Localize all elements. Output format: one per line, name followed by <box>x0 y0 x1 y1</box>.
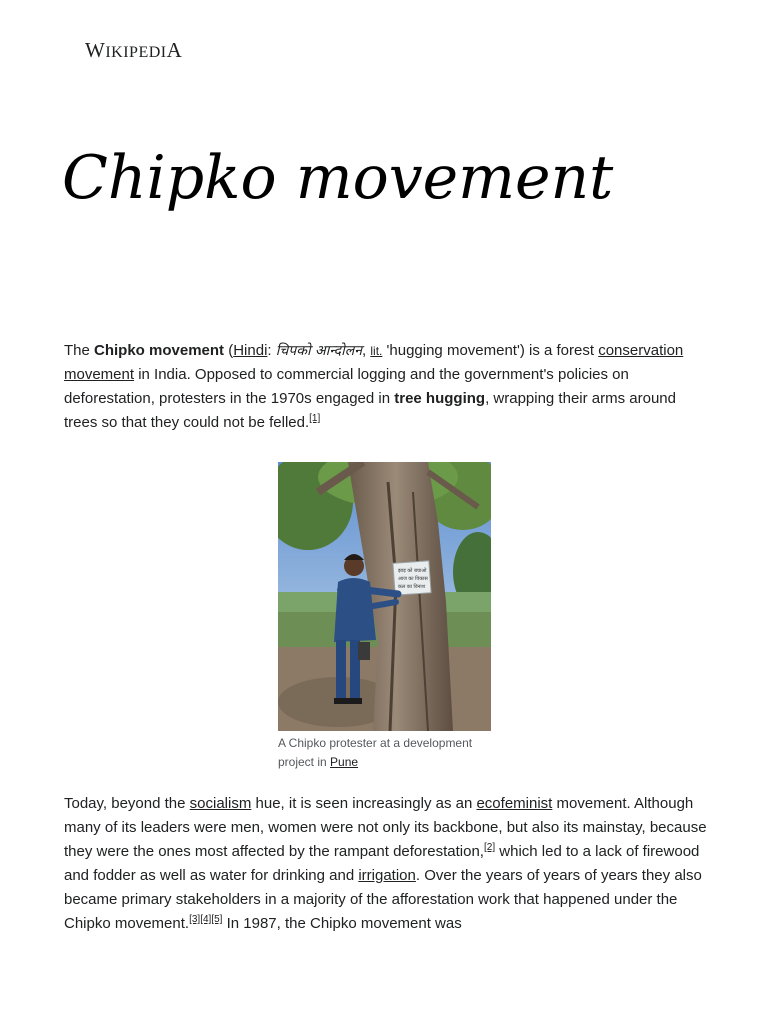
wordmark-last: A <box>166 38 183 62</box>
socialism-link[interactable]: socialism <box>189 795 252 812</box>
protester-photo[interactable] <box>278 462 491 731</box>
intro-text-7: , wrapping their arms around trees so that they could not be felled. <box>64 390 676 431</box>
literally-abbr-link[interactable]: lit. <box>370 344 383 358</box>
intro-text-5: 'hugging movement') is a forest <box>382 342 599 359</box>
body-text-5: . Over the years of years of years they also became primary stakeholders in a majority of the afforestation work that happened under the Chipko movement. <box>64 867 702 932</box>
wikipedia-wordmark[interactable] <box>85 38 182 63</box>
citation-3-5 <box>189 914 222 925</box>
citation-link-2[interactable]: [2] <box>483 842 496 853</box>
citation-link-1[interactable]: [1] <box>309 413 321 424</box>
body-text-4: which led to a lack of firewood and fodder as well as water for drinking and <box>64 843 700 884</box>
intro-text-2: ( <box>224 342 234 359</box>
hindi-link[interactable]: Hindi <box>233 342 268 359</box>
citation-link-3[interactable]: [3] <box>189 914 201 925</box>
intro-text-4: , <box>362 342 371 359</box>
citation-link-4[interactable]: [4] <box>200 914 212 925</box>
wordmark-middle: IKIPEDI <box>105 44 167 61</box>
sign-text-1: झाड़ को बचाओ <box>398 568 427 574</box>
intro-bold-subject: Chipko movement <box>94 342 225 359</box>
article-figure <box>278 462 491 772</box>
citation-link-5[interactable]: [5] <box>211 914 223 925</box>
caption-text: A Chipko protester at a development project in <box>278 736 473 769</box>
ecofeminist-link[interactable]: ecofeminist <box>476 795 553 812</box>
body-text-6: In 1987, the Chipko movement was <box>222 915 462 932</box>
sign-text-2: आज का विकास <box>398 576 428 582</box>
hindi-term: चिपको आन्दोलन <box>275 343 363 359</box>
intro-text-3: : <box>267 342 276 359</box>
citation-2 <box>484 842 495 853</box>
conservation-movement-link[interactable]: conservation movement <box>64 342 684 383</box>
intro-bold-tree-hugging: tree hugging <box>394 390 486 407</box>
body-text-2: hue, it is seen increasingly as an <box>251 795 477 812</box>
citation-1 <box>309 413 320 424</box>
intro-text-6: in India. Opposed to commercial logging and the government's policies on deforestation, protesters in the 1970s engaged in <box>64 366 629 407</box>
sign-text-3: कल का विनाश <box>398 584 426 590</box>
page-title: Chipko movement <box>62 143 614 213</box>
figure-caption <box>278 734 491 772</box>
wordmark-first: W <box>85 38 106 62</box>
intro-paragraph <box>64 339 708 435</box>
irrigation-link[interactable]: irrigation <box>358 867 416 884</box>
body-text-3: movement. Although many of its leaders were men, women were not only its backbone, but also its mainstay, because they were the ones most affected by the rampant deforestation, <box>64 795 707 860</box>
body-text-1: Today, beyond the <box>64 795 190 812</box>
body-paragraph <box>64 792 708 936</box>
intro-text-1: The <box>64 342 95 359</box>
pune-link[interactable]: Pune <box>330 755 359 769</box>
